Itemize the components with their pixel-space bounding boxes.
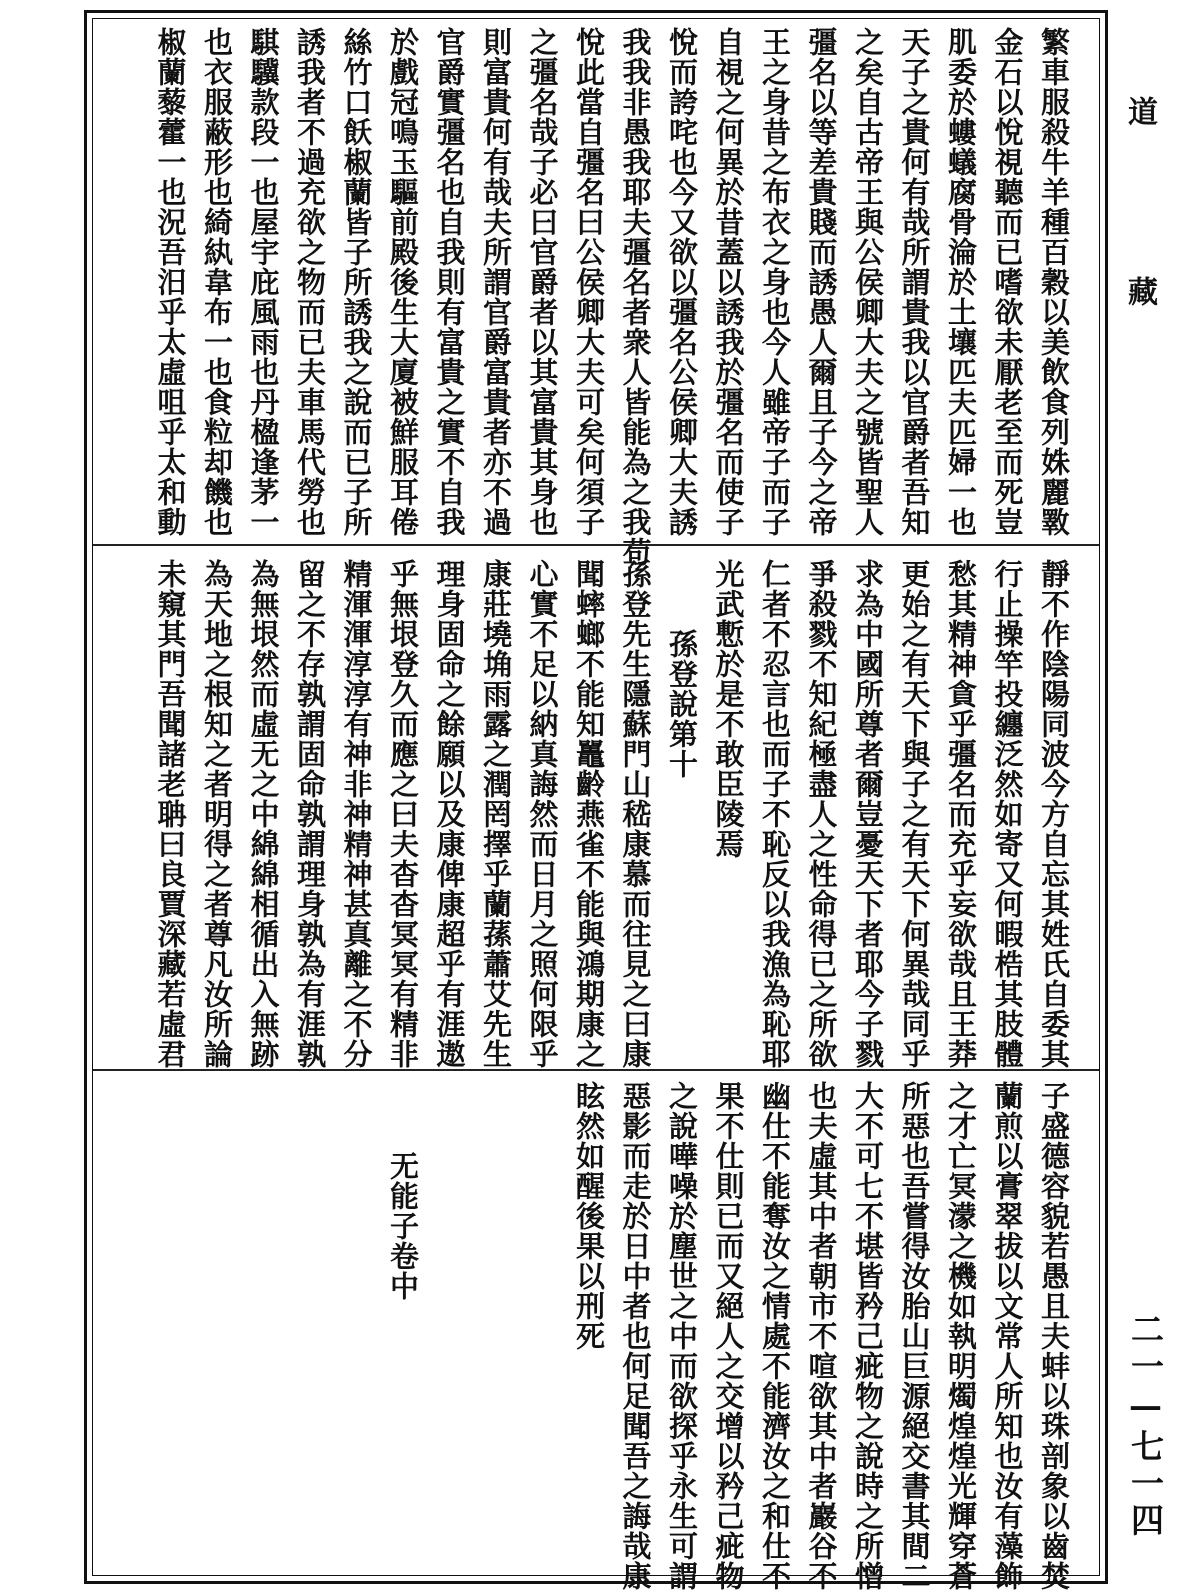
lower-text-column: 惡影而走於日中者也何足聞吾之誨哉康: [618, 1081, 653, 1591]
upper-panel: [93, 27, 1099, 567]
upper-text-column: 悅此當自彊名曰公侯卿大夫可矣何須子: [572, 27, 606, 537]
lower-text-column: 大不可七不堪皆矜己疵物之說時之所憎: [851, 1081, 885, 1591]
upper-text-column: 我我非愚我耶夫彊名者衆人皆能為之我苟: [618, 27, 653, 567]
middle-text-columns: [115, 559, 1077, 1069]
upper-text-column: 則富貴何有哉夫所謂官爵富貴者亦不過: [479, 27, 513, 537]
middle-text-column: 未窺其門吾聞諸老聃曰良賈深藏若虛君: [153, 559, 188, 1069]
middle-text-column: 精渾渾淳淳有神非神精神甚真離之不分: [339, 559, 374, 1069]
middle-text-column: 為天地之根知之者明得之者尊凡汝所論: [200, 559, 234, 1069]
middle-text-column: 理身固命之餘願以及康俾康超乎有涯遨: [432, 559, 467, 1069]
page-number: 二一—七一四: [1126, 1312, 1165, 1540]
lower-text-column: 所惡也吾嘗得汝胎山巨源絕交書其間二: [897, 1081, 932, 1591]
page-frame-inner: [92, 18, 1100, 1591]
upper-text-column: 也衣服蔽形也綺紈韋布一也食粒却饑也: [200, 27, 234, 537]
middle-text-column: 聞蟀螂不能知鼉齡燕雀不能與鴻期康之: [572, 559, 606, 1069]
middle-text-column: 愁其精神貪乎彊名而充乎妄欲哉且王莽: [944, 559, 978, 1069]
upper-text-column: 悅而誇咤也今又欲以彊名公侯卿大夫誘: [665, 27, 699, 537]
middle-text-column: 爭殺戮不知紀極盡人之性命得已之所欲: [804, 559, 839, 1069]
lower-text-column: 之才亡冥濛之機如執明燭煌煌光輝穿蒼: [944, 1081, 978, 1591]
lower-text-column: 无能子卷中: [386, 1151, 420, 1301]
upper-text-column: 王之身昔之布衣之身也今人雖帝子而子: [758, 27, 792, 537]
upper-text-column: 於戲冠鳴玉驅前殿後生大廈被鮮服耳倦: [386, 27, 420, 537]
upper-text-column: 椒蘭藜藿一也況吾汨乎太虛咀乎太和動: [153, 27, 188, 537]
lower-text-column: 蘭煎以膏翠拔以文常人所知也汝有藻飾: [990, 1081, 1025, 1591]
middle-text-column: 留之不存孰謂固命孰謂理身孰為有涯孰: [293, 559, 327, 1069]
upper-text-column: 騏驥款段一也屋宇庇風雨也丹楹逢茅一: [246, 27, 281, 537]
lower-text-column: [473, 1081, 520, 1577]
middle-text-column: 靜不作陰陽同波今方自忘其姓氏自委其: [1037, 559, 1071, 1069]
lower-text-column: 之說嘩噪於塵世之中而欲探乎永生可謂: [665, 1081, 699, 1591]
lower-text-column: 子盛德容貌若愚且夫蚌以珠剖象以齒焚: [1037, 1081, 1071, 1591]
middle-text-column: 光武慙於是不敢臣陵焉: [711, 559, 746, 859]
panel-divider-1: [93, 544, 1099, 546]
middle-panel: [93, 559, 1099, 1069]
lower-text-column: 也夫虛其中者朝市不喧欲其中者巖谷不: [804, 1081, 839, 1591]
middle-text-column: 行止操竿投纏泛然如寄又何暇梏其肢體: [990, 559, 1025, 1069]
upper-text-column: 之矣自古帝王與公侯卿大夫之號皆聖人: [851, 27, 885, 537]
middle-text-column: 孫登說第十: [665, 629, 699, 779]
panel-divider-2: [93, 1069, 1099, 1071]
lower-text-column: [519, 1081, 566, 1577]
middle-text-column: 康莊墝埆雨露之潤罔擇乎蘭蓀蕭艾先生: [479, 559, 513, 1069]
upper-text-column: 肌委於螻蟻腐骨淪於土壤匹夫匹婦一也: [944, 27, 978, 537]
middle-text-column: 仁者不忍言也而子不恥反以我漁為恥耶: [758, 559, 792, 1069]
upper-text-column: 彊名以等差貴賤而誘愚人爾且子今之帝: [804, 27, 839, 537]
middle-text-column: 為無垠然而虛无之中綿綿相循出入無跡: [246, 559, 281, 1069]
lower-text-column: [426, 1081, 473, 1577]
middle-text-column: 乎無垠登久而應之曰夫杳杳冥冥有精非: [386, 559, 420, 1069]
upper-text-columns: [115, 27, 1077, 567]
page-frame: [84, 10, 1108, 1591]
upper-text-column: 之彊名哉子必曰官爵者以其富貴其身也: [525, 27, 560, 537]
middle-text-column: 心實不足以納真誨然而日月之照何限乎: [525, 559, 560, 1069]
lower-text-column: 眩然如醒後果以刑死: [572, 1081, 606, 1351]
upper-text-column: 誘我者不過充欲之物而已夫車馬代勞也: [293, 27, 327, 537]
lower-text-column: 果不仕則已而又絕人之交增以矜己疵物: [711, 1081, 746, 1591]
upper-text-column: 絲竹口飫椒蘭皆子所誘我之說而已子所: [339, 27, 374, 537]
lower-text-column: 幽仕不能奪汝之情處不能濟汝之和仕不: [758, 1081, 792, 1591]
middle-text-column: 孫登先生隱蘇門山嵇康慕而往見之曰康: [618, 559, 653, 1069]
middle-text-column: 更始之有天下與子之有天下何異哉同乎: [897, 559, 932, 1069]
lower-panel: [93, 1081, 1099, 1591]
upper-text-column: 官爵實彊名也自我則有富貴之實不自我: [432, 27, 467, 537]
upper-text-column: 金石以悅視聽而已嗜欲未厭老至而死豈: [990, 27, 1025, 537]
side-label: 道藏: [1122, 96, 1157, 456]
upper-text-column: 自視之何異於昔蓋以誘我於彊名而使子: [711, 27, 746, 537]
middle-text-column: 求為中國所尊者爾豈憂天下者耶今子戮: [851, 559, 885, 1069]
upper-text-column: 繁車服殺牛羊種百穀以美飲食列姝麗斁: [1037, 27, 1071, 537]
lower-text-columns: [115, 1081, 1077, 1591]
upper-text-column: 天子之貴何有哉所謂貴我以官爵者吾知: [897, 27, 932, 537]
